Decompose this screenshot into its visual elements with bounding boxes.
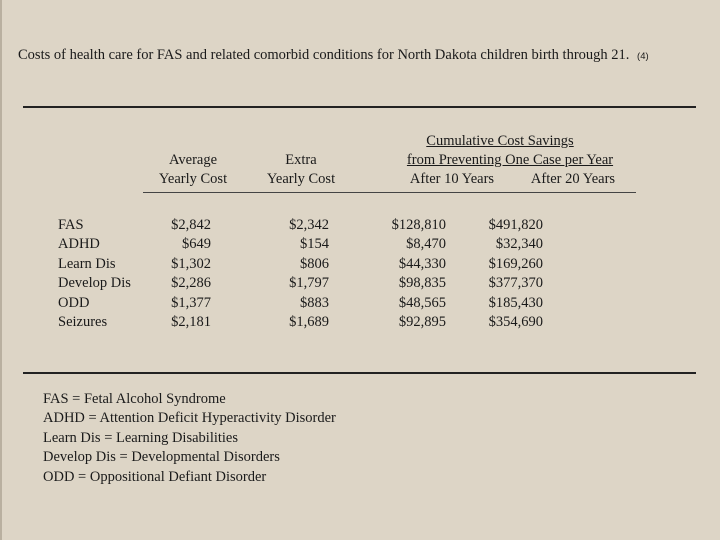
- table-cell-condition: Seizures: [58, 314, 108, 331]
- header-extra-line1: Extra: [285, 152, 317, 168]
- column-condition: [58, 216, 131, 332]
- table-cell-after10: $128,810: [391, 217, 446, 233]
- legend-item: FAS = Fetal Alcohol Syndrome: [43, 391, 226, 407]
- header-average-line2: Yearly Cost: [158, 171, 228, 187]
- title-reference: (4): [637, 51, 649, 62]
- table-cell-after10: $8,470: [406, 236, 446, 253]
- table-cell-average: $1,302: [171, 255, 211, 272]
- top-divider: [23, 106, 696, 108]
- table-cell-average: $2,842: [171, 217, 211, 233]
- legend-item: Develop Dis = Developmental Disorders: [43, 449, 280, 466]
- table-cell-extra: $806: [300, 255, 329, 272]
- header-average-yearly-cost: [143, 151, 243, 189]
- table-cell-condition: ADHD: [58, 236, 100, 253]
- header-after-20-years: After 20 Years: [530, 171, 616, 187]
- table-cell-after20: $32,340: [495, 236, 543, 253]
- legend-item: Learn Dis = Learning Disabilities: [43, 429, 239, 446]
- header-underline: [143, 192, 636, 193]
- header-extra-line2: Yearly Cost: [266, 171, 336, 187]
- table-cell-after10: $92,895: [398, 314, 446, 331]
- column-after-10-years: [376, 216, 446, 332]
- table-cell-extra: $154: [300, 236, 329, 253]
- abbreviation-legend: [43, 390, 336, 487]
- column-average-yearly-cost: [150, 216, 211, 332]
- legend-item: ADHD = Attention Deficit Hyperactivity Disorder: [43, 410, 336, 427]
- title-text: Costs of health care for FAS and related comorbid conditions for North Dakota children birth through 21.: [18, 47, 630, 63]
- table-cell-after20: $491,820: [488, 217, 543, 233]
- table-cell-after20: $354,690: [488, 314, 543, 331]
- table-cell-extra: $1,797: [289, 275, 329, 292]
- table-cell-extra: $883: [300, 294, 329, 311]
- column-after-20-years: [472, 216, 543, 332]
- table-cell-after20: $169,260: [488, 255, 543, 272]
- header-cumulative-line2: from Preventing One Case per Year: [406, 152, 614, 168]
- table-cell-extra: $1,689: [289, 314, 329, 331]
- table-cell-after20: $377,370: [488, 275, 543, 292]
- header-after-10-years: After 10 Years: [409, 171, 495, 187]
- header-cumulative-line1: Cumulative Cost Savings: [426, 133, 574, 149]
- table-cell-after10: $44,330: [398, 255, 446, 272]
- table-cell-after10: $48,565: [398, 294, 446, 311]
- header-extra-yearly-cost: [251, 151, 351, 189]
- table-cell-after20: $185,430: [488, 294, 543, 311]
- table-cell-after10: $98,835: [398, 275, 446, 292]
- table-cell-extra: $2,342: [289, 217, 329, 233]
- legend-item: ODD = Oppositional Defiant Disorder: [43, 468, 267, 485]
- table-cell-condition: Develop Dis: [58, 275, 131, 292]
- slide-title: [18, 47, 718, 64]
- table-cell-average: $1,377: [171, 294, 211, 311]
- column-extra-yearly-cost: [268, 216, 329, 332]
- table-cell-condition: Learn Dis: [58, 255, 116, 272]
- table-cell-condition: ODD: [58, 294, 90, 311]
- bottom-divider: [23, 372, 696, 374]
- slide-left-border: [0, 0, 2, 540]
- table-cell-average: $2,181: [171, 314, 211, 331]
- table-cell-condition: FAS: [58, 217, 84, 233]
- table-cell-average: $2,286: [171, 275, 211, 292]
- header-average-line1: Average: [168, 152, 218, 168]
- table-cell-average: $649: [182, 236, 211, 253]
